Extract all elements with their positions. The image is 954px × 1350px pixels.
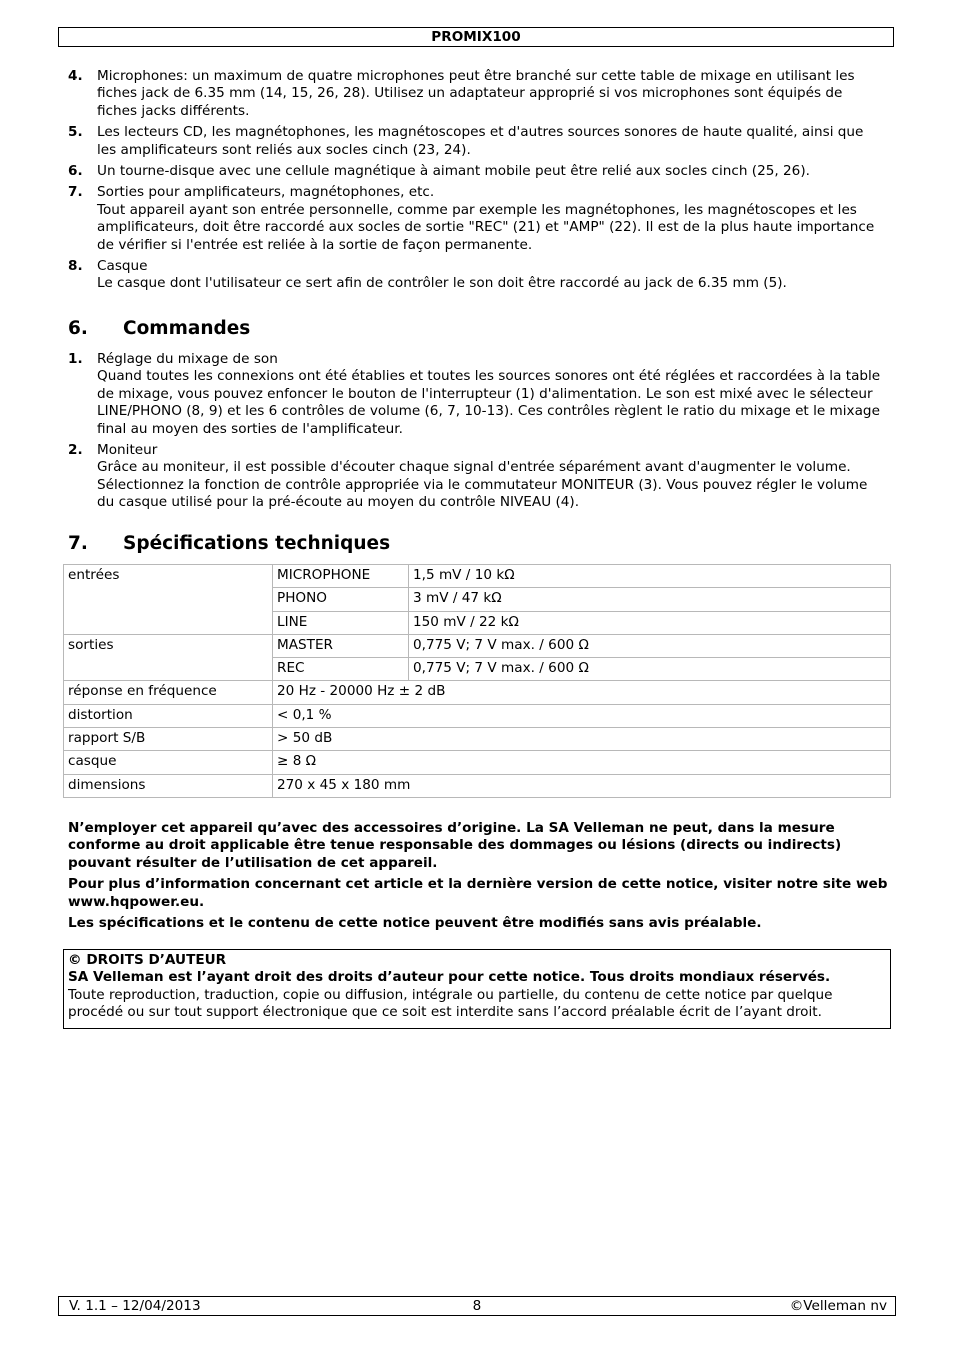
table-cell: 20 Hz - 20000 Hz ± 2 dB [273, 681, 891, 704]
table-cell: PHONO [273, 588, 409, 611]
list-item [68, 68, 886, 120]
table-cell: sorties [64, 634, 273, 681]
table-cell: réponse en fréquence [64, 681, 273, 704]
table-row [64, 681, 891, 704]
table-cell: 0,775 V; 7 V max. / 600 Ω [409, 658, 891, 681]
list-item [68, 351, 886, 438]
table-row [64, 774, 891, 797]
table-cell: MICROPHONE [273, 565, 409, 588]
table-row [64, 728, 891, 751]
section-heading-specifications [68, 533, 390, 555]
table-cell: 0,775 V; 7 V max. / 600 Ω [409, 634, 891, 657]
table-row [64, 751, 891, 774]
document-title: PROMIX100 [431, 29, 521, 45]
list-item [68, 258, 886, 293]
table-cell: MASTER [273, 634, 409, 657]
table-cell: ≥ 8 Ω [273, 751, 891, 774]
section-heading-commandes [68, 318, 250, 340]
item-number: 4. [68, 68, 83, 84]
table-row [64, 565, 891, 588]
table-cell: LINE [273, 611, 409, 634]
table-cell: entrées [64, 565, 273, 635]
page-number: 8 [472, 1298, 482, 1314]
item-title: Moniteur [97, 442, 158, 459]
notice-paragraph: Les spécifications et le contenu de cette notice peuvent être modifiés sans avis préalable. [68, 915, 762, 932]
section-number: 6. [68, 318, 88, 339]
page-footer [58, 1296, 896, 1316]
brand-label: ©Velleman nv [789, 1298, 887, 1314]
table-cell: 3 mV / 47 kΩ [409, 588, 891, 611]
item-text: Grâce au moniteur, il est possible d'écouter chaque signal d'entrée séparément avant d'augmenter le volume. Sélectionnez la fonction de contrôle appropriée via le commutateur MONITEUR (3). Vous pouvez régler le volume du casque utilisé pour la pré-écoute au moyen du contrôle NIVEAU (4). [97, 459, 868, 511]
table-cell: 150 mV / 22 kΩ [409, 611, 891, 634]
notice-paragraph: Pour plus d’information concernant cet article et la dernière version de cette notice, visiter notre site web www.hqpower.eu. [68, 876, 888, 910]
notice-paragraphs [68, 820, 888, 936]
version-label: V. 1.1 – 12/04/2013 [69, 1298, 201, 1314]
item-number: 1. [68, 351, 83, 367]
item-title: Sorties pour amplificateurs, magnétophones, etc. [97, 184, 435, 201]
table-cell: casque [64, 751, 273, 774]
item-title: Réglage du mixage de son [97, 351, 278, 367]
item-number: 7. [68, 184, 83, 201]
item-text: Un tourne-disque avec une cellule magnétique à aimant mobile peut être relié aux socles cinch (25, 26). [97, 163, 810, 180]
copyright-text: Toute reproduction, traduction, copie ou diffusion, intégrale ou partielle, du contenu de cette notice par quelque procédé ou sur tout support électronique que ce soit est interdite sans l’accord préalable écrit de l’ayant droit. [68, 986, 833, 1021]
copyright-title: © DROITS D’AUTEUR [68, 952, 227, 968]
item-number: 2. [68, 442, 83, 459]
copyright-box [63, 949, 891, 1029]
section-title: Spécifications techniques [123, 533, 391, 554]
item-text: Le casque dont l'utilisateur ce sert afin de contrôler le son doit être raccordé au jack de 6.35 mm (5). [97, 275, 787, 292]
table-row [64, 704, 891, 727]
item-text: Tout appareil ayant son entrée personnelle, comme par exemple les magnétophones, les magnétoscopes et les amplificateurs, doit être raccordé aux socles de sortie "REC" (21) et "AMP" (22). Il est de la plus haute importance de vérifier si l'entrée est reliée à la sortie de façon permanente. [97, 201, 875, 253]
table-cell: 270 x 45 x 180 mm [273, 774, 891, 797]
table-cell: 1,5 mV / 10 kΩ [409, 565, 891, 588]
table-cell: > 50 dB [273, 728, 891, 751]
item-title: Casque [97, 258, 148, 275]
list-item [68, 124, 886, 159]
table-row [64, 634, 891, 657]
list-item [68, 184, 886, 254]
section-title: Commandes [123, 318, 251, 339]
list-item [68, 442, 886, 512]
table-cell: dimensions [64, 774, 273, 797]
copyright-statement: SA Velleman est l’ayant droit des droits d’auteur pour cette notice. Tous droits mondiaux réservés. [68, 969, 831, 986]
item-text: Microphones: un maximum de quatre microphones peut être branché sur cette table de mixage en utilisant les fiches jack de 6.35 mm (14, 15, 26, 28). Utilisez un adaptateur approprié si vos microphones sont équipés de fiches jacks différents. [97, 68, 855, 119]
page-header [58, 27, 894, 47]
table-cell: REC [273, 658, 409, 681]
table-cell: rapport S/B [64, 728, 273, 751]
item-number: 5. [68, 124, 83, 141]
notice-paragraph: N’employer cet appareil qu’avec des accessoires d’origine. La SA Velleman ne peut, dans la mesure conforme au droit applicable être tenue responsable des dommages ou lésions (directs ou indirects) pouvant résulter de l’utilisation de cet appareil. [68, 820, 842, 871]
section-number: 7. [68, 533, 88, 554]
item-number: 8. [68, 258, 83, 275]
item-text: Quand toutes les connexions ont été établies et toutes les sources sonores ont été réglées et raccordées à la table de mixage, vous pouvez enfoncer le bouton de l'interrupteur (1) d'alimentation. Le son est mixé avec le sélecteur LINE/PHONO (8, 9) et les 6 contrôles de volume (6, 7, 10-13). Ces contrôles règlent le ratio du mixage et le mixage final au moyen des sorties de l'amplificateur. [97, 368, 881, 437]
connections-list [68, 68, 886, 297]
item-text: Les lecteurs CD, les magnétophones, les magnétoscopes et d'autres sources sonores de haute qualité, ainsi que les amplificateurs sont reliés aux socles cinch (23, 24). [97, 124, 864, 158]
table-cell: distortion [64, 704, 273, 727]
item-number: 6. [68, 163, 83, 180]
specifications-table [63, 564, 891, 798]
table-cell: < 0,1 % [273, 704, 891, 727]
list-item [68, 163, 886, 180]
commandes-list [68, 351, 886, 516]
